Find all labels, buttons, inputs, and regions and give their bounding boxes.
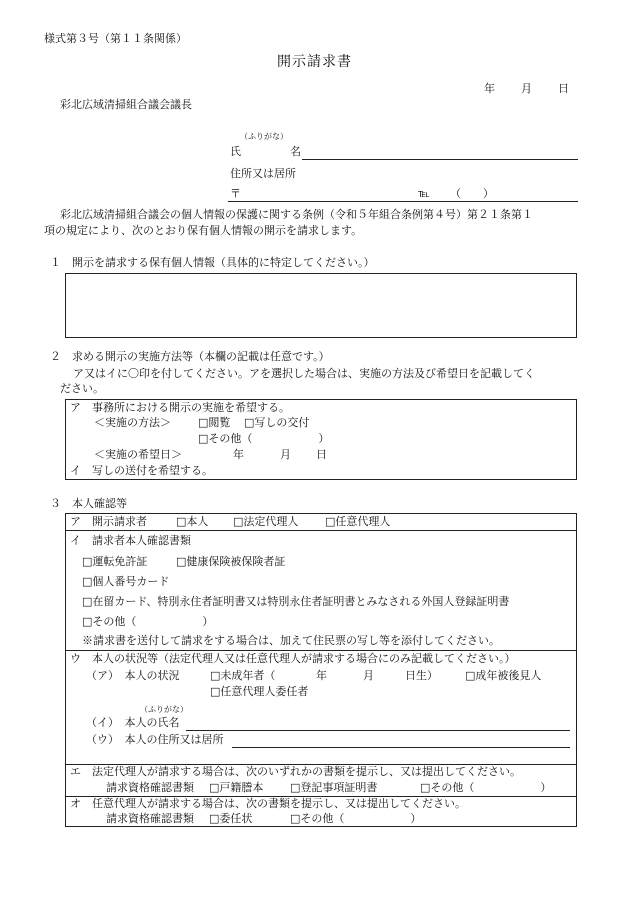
section2-note-line-1: ア又はイに〇印を付してください。アを選択した場合は、実施の方法及び希望日を記載してく	[73, 367, 535, 380]
delegator-checkbox[interactable]: □任意代理人委任者	[210, 685, 309, 698]
voluntary-agent-docs-label: オ 任意代理人が請求する場合は、次の書類を提示し、又は提出してください。	[70, 797, 466, 810]
intro-line-1: 彩北広域清掃組合議会の個人情報の保護に関する条例（令和５年組合条例第４号）第２１条第１	[60, 208, 533, 221]
my-number-card-checkbox[interactable]: □個人番号カード	[82, 575, 170, 588]
legal-agent-other-checkbox[interactable]: □その他（ ）	[420, 781, 552, 794]
power-of-attorney-checkbox[interactable]: □委任状	[209, 812, 253, 825]
preferred-date-label: ＜実施の希望日＞	[94, 448, 182, 461]
preferred-day[interactable]: 日	[316, 448, 327, 461]
method-view-checkbox[interactable]: □閲覧	[198, 416, 231, 429]
tel-mark: ℡	[418, 187, 430, 200]
requester-type-label: ア 開示請求者	[70, 515, 147, 528]
principal-furigana-label: （ふりがな）	[140, 705, 188, 714]
id-document-label: イ 請求者本人確認書類	[70, 534, 191, 547]
principal-status-label: ウ 本人の状況等（法定代理人又は任意代理人が請求する場合にのみ記載してください。）	[70, 652, 516, 665]
voluntary-agent-doc-type-label: 請求資格確認書類	[106, 812, 194, 825]
row-divider-i	[65, 650, 577, 651]
preferred-month[interactable]: 月	[280, 448, 291, 461]
requester-name-field[interactable]	[302, 159, 578, 160]
tel-parens: （ ）	[450, 187, 494, 200]
section2-heading: ２ 求める開示の実施方法等（本欄の記載は任意です。）	[50, 350, 330, 363]
method-label: ＜実施の方法＞	[94, 416, 171, 429]
addressee: 彩北広域清掃組合議会議長	[60, 98, 192, 111]
intro-line-2: 項の規定により、次のとおり保有個人情報の開示を請求します。	[44, 224, 363, 237]
adult-ward-checkbox[interactable]: □成年被後見人	[465, 669, 542, 682]
legal-agent-doc-type-label: 請求資格確認書類	[106, 781, 194, 794]
requester-name-label-1: 氏	[230, 145, 241, 158]
requester-self-checkbox[interactable]: □本人	[176, 515, 209, 528]
principal-address-field[interactable]	[232, 747, 570, 748]
preferred-year[interactable]: 年	[233, 448, 244, 461]
section2-note-line-2: ださい。	[60, 382, 104, 395]
method-other-checkbox[interactable]: □その他（ ）	[198, 432, 330, 445]
row-divider-a	[65, 530, 577, 531]
id-document-note: ※請求書を送付して請求をする場合は、加えて住民票の写し等を添付してください。	[82, 634, 500, 647]
residence-card-checkbox[interactable]: □在留カード、特別永住者証明書又は特別永住者証明書とみなされる外国人登録証明書	[82, 595, 510, 608]
birth-month[interactable]: 月	[363, 669, 374, 682]
principal-condition-label: （ア） 本人の状況	[86, 669, 180, 682]
section3-heading: ３ 本人確認等	[50, 497, 127, 510]
requester-address-label: 住所又は居所	[230, 167, 296, 180]
form-number: 様式第３号（第１１条関係）	[44, 32, 187, 45]
principal-address-label: （ウ） 本人の住所又は居所	[86, 733, 224, 746]
page-title: 開示請求書	[277, 54, 352, 70]
voluntary-agent-other-checkbox[interactable]: □その他（ ）	[290, 812, 422, 825]
drivers-license-checkbox[interactable]: □運転免許証	[82, 555, 148, 568]
postal-mark: 〒	[230, 187, 241, 200]
birth-year[interactable]: 年	[316, 669, 327, 682]
id-other-checkbox[interactable]: □その他（ ）	[82, 615, 214, 628]
principal-name-field[interactable]	[186, 730, 570, 731]
date-month-label: 月	[521, 82, 532, 95]
health-insurance-checkbox[interactable]: □健康保険被保険者証	[176, 555, 286, 568]
option-b-mail[interactable]: イ 写しの送付を希望する。	[70, 464, 213, 477]
date-day-label: 日	[558, 82, 569, 95]
date-year-label: 年	[484, 82, 495, 95]
section1-heading: １ 開示を請求する保有個人情報（具体的に特定してください。）	[50, 256, 375, 269]
legal-agent-docs-label: エ 法定代理人が請求する場合は、次のいずれかの書類を提示し、又は提出してください。	[70, 765, 521, 778]
requester-address-field[interactable]	[228, 201, 578, 202]
section1-input-box[interactable]	[65, 273, 577, 338]
requester-voluntary-agent-checkbox[interactable]: □任意代理人	[325, 515, 391, 528]
requester-legal-agent-checkbox[interactable]: □法定代理人	[233, 515, 299, 528]
principal-name-label: （イ） 本人の氏名	[86, 716, 180, 729]
option-a-onsite[interactable]: ア 事務所における開示の実施を希望する。	[70, 401, 290, 414]
minor-checkbox[interactable]: □未成年者（	[210, 669, 276, 682]
requester-name-label-2: 名	[290, 145, 301, 158]
family-register-checkbox[interactable]: □戸籍謄本	[209, 781, 264, 794]
registry-certificate-checkbox[interactable]: □登記事項証明書	[290, 781, 378, 794]
method-copy-checkbox[interactable]: □写しの交付	[244, 416, 310, 429]
birth-day[interactable]: 日生）	[405, 669, 438, 682]
requester-furigana-label: （ふりがな）	[240, 132, 288, 141]
